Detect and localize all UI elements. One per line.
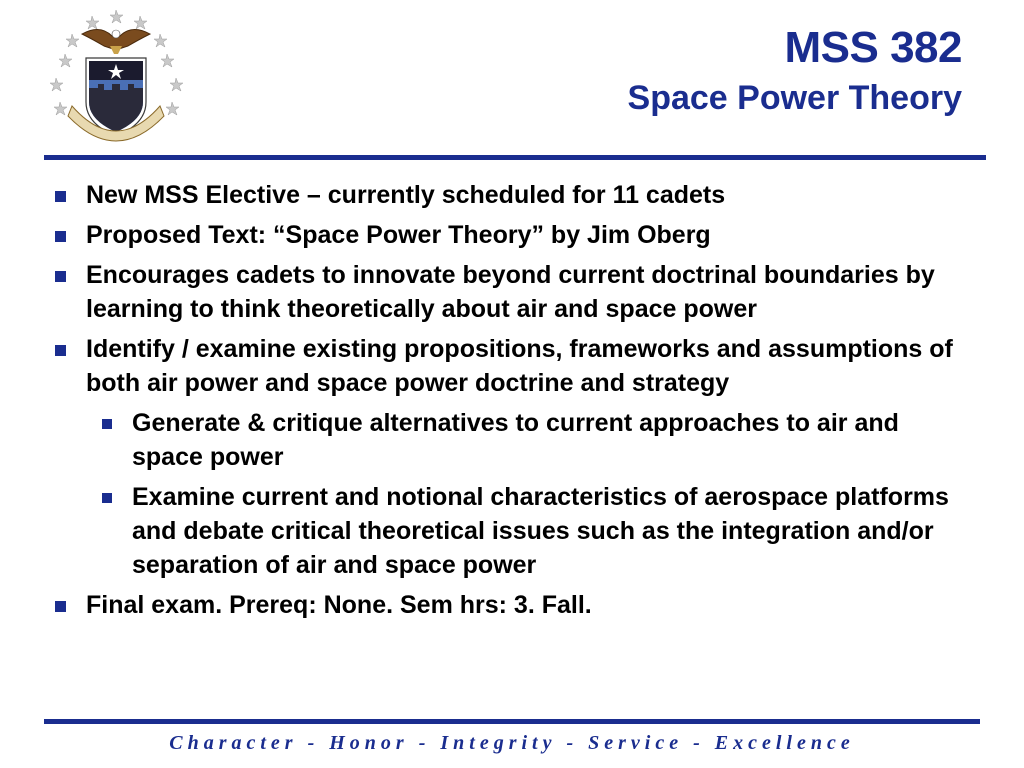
bullet-item: Encourages cadets to innovate beyond current doctrinal boundaries by learning to think theoretically about air and space power [52,258,972,326]
sub-bullet-list [86,406,972,582]
footer-motto: Character - Honor - Integrity - Service - Excellence [169,732,855,754]
bullet-list [52,178,972,628]
sub-bullet-item: Generate & critique alternatives to current approaches to air and space power [86,406,972,474]
bullet-item [52,332,972,582]
bullet-item: New MSS Elective – currently scheduled for 11 cadets [52,178,972,212]
page-title: MSS 382 [784,23,962,72]
eagle-icon [82,29,150,54]
footer-divider [44,719,980,724]
header-divider [44,155,986,160]
bullet-text: Identify / examine existing propositions, frameworks and assumptions of both air power and space power doctrine and strategy [86,335,953,397]
page-subtitle: Space Power Theory [627,79,962,117]
sub-bullet-item: Examine current and notional characteristics of aerospace platforms and debate critical theoretical issues such as the integration and/or separation of air and space power [86,480,972,582]
academy-seal [42,6,190,152]
bullet-item: Proposed Text: “Space Power Theory” by Jim Oberg [52,218,972,252]
bullet-item: Final exam. Prereq: None. Sem hrs: 3. Fall. [52,588,972,622]
title-block [628,22,962,118]
